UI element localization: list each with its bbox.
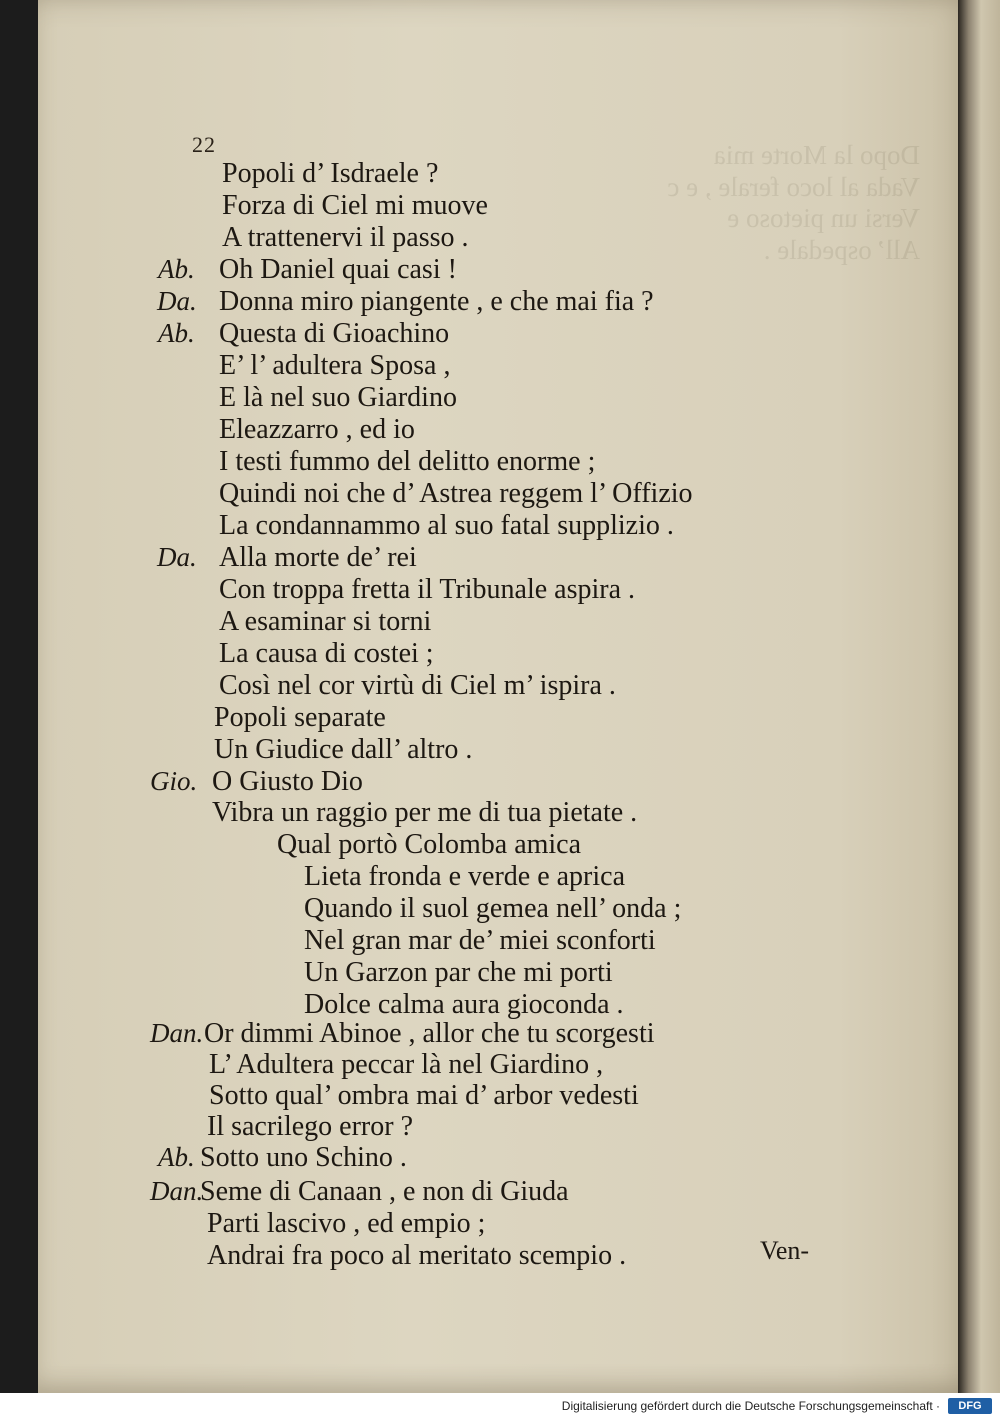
verse-line: Donna miro piangente , e che mai fia ?	[219, 286, 654, 317]
verse-line: Sotto uno Schino .	[200, 1142, 407, 1173]
verse-line: I testi fummo del delitto enorme ;	[219, 446, 596, 477]
verse-line: Or dimmi Abinoe , allor che tu scorgesti	[204, 1018, 655, 1049]
verse-line: Qual portò Colomba amica	[277, 829, 582, 860]
speaker-label: Dan.	[150, 1018, 204, 1048]
verse-line: Alla morte de’ rei	[219, 542, 417, 573]
verse-line: Lieta fronda e verde e aprica	[304, 861, 626, 892]
verse-line: Sotto qual’ ombra mai d’ arbor vedesti	[209, 1080, 639, 1111]
verse-line: Popoli separate	[214, 702, 386, 733]
speaker-label: Ab.	[158, 254, 195, 284]
verse-line: L’ Adultera peccar là nel Giardino ,	[209, 1049, 604, 1080]
verse-line: Popoli d’ Isdraele ?	[222, 158, 439, 189]
verse-line: Il sacrilego error ?	[207, 1111, 413, 1142]
verse-line: Parti lascivo , ed empio ;	[207, 1208, 486, 1239]
verse-line: Andrai fra poco al meritato scempio .	[207, 1240, 627, 1271]
verse-line: A esaminar si torni	[219, 606, 432, 637]
speaker-label: Da.	[157, 542, 197, 572]
verse-line: Un Garzon par che mi porti	[304, 957, 613, 988]
footer	[0, 1393, 1000, 1419]
verse-line: Questa di Gioachino	[219, 318, 450, 349]
verse-line: E’ l’ adultera Sposa ,	[219, 350, 451, 381]
verse-line: Eleazzarro , ed io	[219, 414, 415, 445]
speaker-label: Dan.	[150, 1176, 204, 1206]
verse-line: A trattenervi il passo .	[222, 222, 469, 253]
verse-line: O Giusto Dio	[212, 766, 363, 797]
funding-note: Digitalisierung gefördert durch die Deutsche Forschungsgemeinschaft ·	[561, 1399, 940, 1413]
dfg-logo: DFG	[948, 1398, 992, 1414]
book-gutter	[958, 0, 1000, 1393]
verse-line: Vibra un raggio per me di tua pietate .	[212, 797, 638, 828]
verse-line: La causa di costei ;	[219, 638, 434, 669]
verse-line: Dolce calma aura gioconda .	[304, 989, 624, 1020]
verse-line: Oh Daniel quai casi !	[219, 254, 457, 285]
speaker-label: Da.	[157, 286, 197, 316]
verse-line: Quindi noi che d’ Astrea reggem l’ Offizio	[219, 478, 693, 509]
verse-line: E là nel suo Giardino	[219, 382, 457, 413]
verse-line: Quando il suol gemea nell’ onda ;	[304, 893, 682, 924]
catchword: Ven-	[760, 1236, 810, 1265]
verse-line: Così nel cor virtù di Ciel m’ ispira .	[219, 670, 616, 701]
speaker-label: Gio.	[150, 766, 198, 796]
verse-line: Forza di Ciel mi muove	[222, 190, 488, 221]
verse-line: La condannammo al suo fatal supplizio .	[219, 510, 674, 541]
verse-line: Nel gran mar de’ miei sconforti	[304, 925, 656, 956]
page-number: 22	[192, 132, 216, 157]
speaker-label: Ab.	[158, 318, 195, 348]
speaker-label: Ab.	[158, 1142, 195, 1172]
verse-line: Seme di Canaan , e non di Giuda	[200, 1176, 569, 1207]
verse-line: Un Giudice dall’ altro .	[214, 734, 473, 765]
verse-line: Con troppa fretta il Tribunale aspira .	[219, 574, 636, 605]
